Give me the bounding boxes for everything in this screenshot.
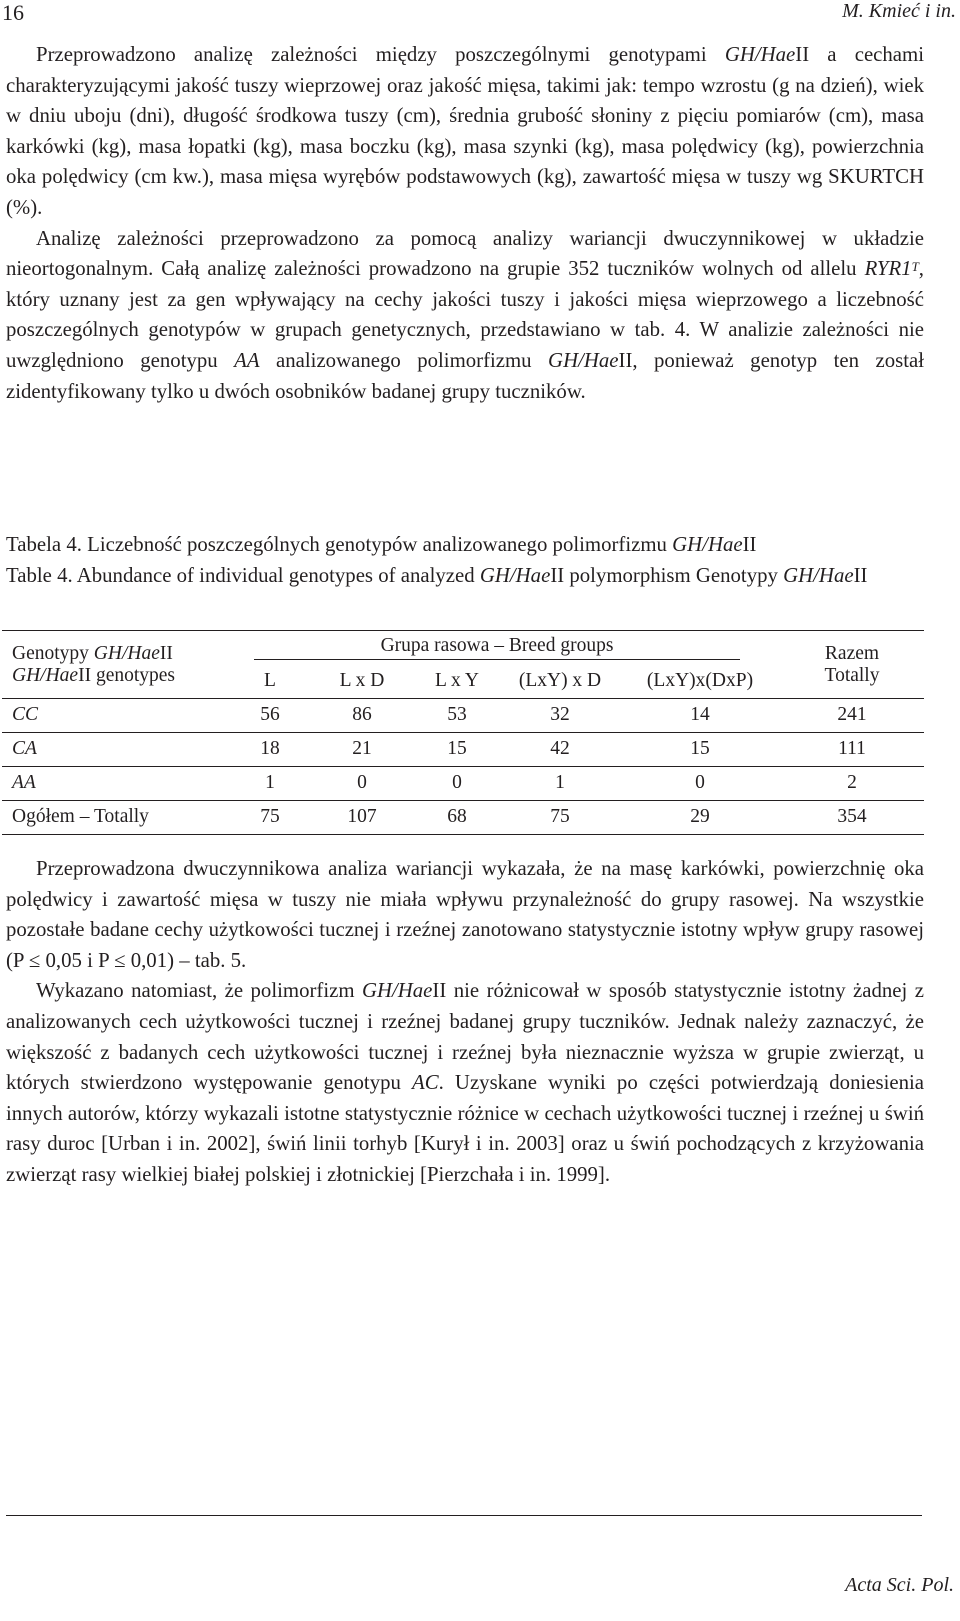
value-cell: 42: [550, 738, 570, 759]
total-header-pl: Razem: [824, 642, 880, 664]
value-cell: 68: [447, 806, 467, 827]
caption-pl: Tabela 4. Liczebność poszczególnych genotypów analizowanego polimorfizmu GH/HaeII: [6, 533, 757, 556]
value-cell: 1: [265, 772, 275, 793]
table-row: [2, 732, 924, 766]
genotype-table: [2, 630, 924, 835]
value-cell: 29: [690, 806, 710, 827]
total-cell: 2: [847, 772, 857, 793]
value-cell: 15: [447, 738, 467, 759]
value-cell: 1: [555, 772, 565, 793]
value-cell: 14: [690, 704, 710, 725]
total-header-en: Totally: [824, 664, 880, 686]
value-cell: 0: [452, 772, 462, 793]
column-header: L x D: [339, 670, 385, 691]
value-cell: 75: [550, 806, 570, 827]
paragraph-4: Wykazano natomiast, że polimorfizm GH/HaeII nie różnicował w sposób statystycznie istotny żadnej z analizowanych cech użytkowości tucznej i rzeźnej badanej grupy tuczników. Jednak należy zaznaczyć, że większość z badanych cech użytkowości tucznej i rzeźnej była nieznacznie wyższa w grupie zwierząt, u których stwierdzono występowanie genotypu AC. Uzyskane wyniki po części potwierdzają doniesienia innych autorów, którzy wykazali istotne statystycznie różnice w cechach użytkowości tucznej i rzeźnej u świń rasy duroc [Urban i in. 2002], świń linii torhyb [Kurył i in. 2003] oraz u świń pochodzących z krzyżowania zwierząt rasy wielkiej białej polskiej i złotnickiej [Pierzchała i in. 1999].: [6, 979, 924, 1186]
column-header: L x Y: [434, 670, 480, 691]
page-number: 16: [2, 0, 24, 25]
value-cell: 107: [347, 806, 377, 827]
table-caption: [6, 530, 924, 591]
value-cell: 21: [352, 738, 372, 759]
body-text-bottom: [6, 854, 924, 1191]
column-header: (LxY) x D: [518, 670, 602, 691]
journal-name: Acta Sci. Pol.: [845, 1574, 954, 1596]
total-cell: 111: [838, 738, 866, 759]
value-cell: 86: [352, 704, 372, 725]
value-cell: 53: [447, 704, 467, 725]
value-cell: 15: [690, 738, 710, 759]
value-cell: 0: [695, 772, 705, 793]
table-row-total: [2, 800, 924, 834]
value-cell: 56: [260, 704, 280, 725]
value-cell: 0: [357, 772, 367, 793]
genotype-header-en: GH/HaeII genotypes: [12, 664, 176, 686]
column-header: L: [264, 670, 276, 691]
total-cell: 354: [837, 806, 867, 827]
paragraph-3: Przeprowadzona dwuczynnikowa analiza wariancji wykazała, że na masę karkówki, powierzchnię oka polędwicy i zawartość mięsa w tuszy nie miała wpływu przynależność do grupy rasowej. Na wszystkie pozostałe badane cechy użytkowości tucznej i rzeźnej zanotowano statystycznie istotny wpływ grupy rasowej (P ≤ 0,05 i P ≤ 0,01) – tab. 5.: [6, 857, 924, 972]
genotype-cell: CA: [12, 738, 37, 759]
footer-rule: [6, 1515, 922, 1516]
breed-group-header: Grupa rasowa – Breed groups: [254, 635, 740, 660]
genotype-header-pl: Genotypy GH/HaeII: [12, 642, 173, 664]
genotype-cell: CC: [12, 704, 39, 725]
body-text-top: [6, 40, 924, 407]
column-header: (LxY)x(DxP): [646, 670, 754, 691]
paragraph-1: Przeprowadzono analizę zależności między poszczególnymi genotypami GH/HaeII a cechami charakteryzującymi jakość tuszy wieprzowej oraz jakość mięsa, takimi jak: tempo wzrostu (g na dzień), wiek w dniu uboju (dni), długość środkowa tuszy (cm), średnia grubość słoniny z pięciu pomiarów (cm), masa karkówki (kg), masa łopatki (kg), masa boczku (kg), masa szynki (kg), masa polędwicy (kg), powierzchnia oka polędwicy (cm kw.), masa mięsa wyrębów podstawowych (kg), zawartość mięsa w tuszy wg SKURTCH (%).: [6, 43, 924, 219]
value-cell: 32: [550, 704, 570, 725]
table-row: [2, 698, 924, 732]
value-cell: 75: [260, 806, 280, 827]
value-cell: 18: [260, 738, 280, 759]
genotype-cell: AA: [12, 772, 36, 793]
caption-en: Table 4. Abundance of individual genotypes of analyzed GH/HaeII polymorphism Genotypy GH/HaeII: [6, 563, 868, 587]
running-head: M. Kmieć i in.: [842, 0, 956, 22]
total-cell: 241: [837, 704, 867, 725]
genotype-cell: Ogółem – Totally: [12, 806, 149, 827]
paragraph-2: Analizę zależności przeprowadzono za pomocą analizy wariancji dwuczynnikowej w układzie nieortogonalnym. Całą analizę zależności prowadzono na grupie 352 tuczników wolnych od allelu $RYR1^T$, który uznany jest za gen wpływający na cechy jakości tuszy i jakości mięsa wieprzowego a liczebność poszczególnych genotypów w grupach genetycznych, przedstawiano w tab. 4. W analizie zależności nie uwzględniono genotypu AA analizowanego polimorfizmu GH/HaeII, ponieważ genotyp ten został zidentyfikowany tylko u dwóch osobników badanej grupy tuczników.: [6, 226, 925, 403]
table-row: [2, 766, 924, 800]
